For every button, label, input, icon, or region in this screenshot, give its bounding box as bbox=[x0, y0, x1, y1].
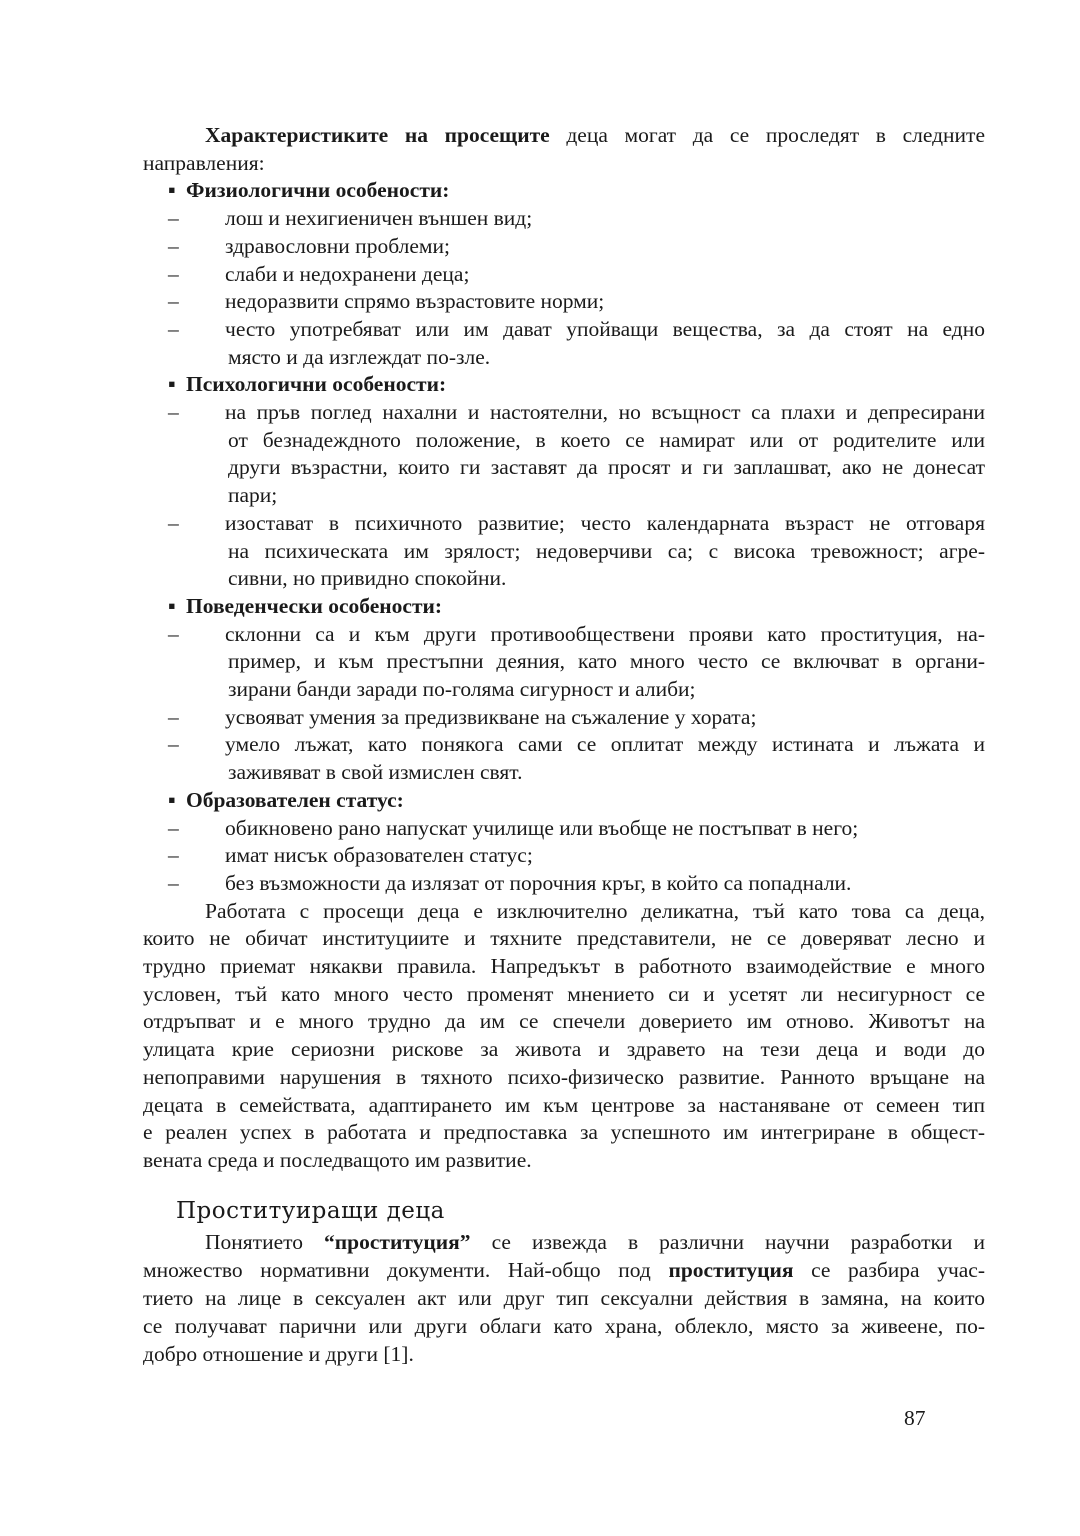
list-item-line bbox=[225, 814, 985, 842]
text: изостават в психичното развитие; често календарната възраст не отговаря bbox=[225, 510, 985, 535]
bold-text: Физиологични особености: bbox=[186, 178, 450, 203]
bullet-icon: ▪ bbox=[168, 178, 176, 203]
subheading bbox=[186, 592, 985, 620]
text: Работата с просещи деца е изключително деликатна, тъй като това са деца, bbox=[205, 898, 985, 923]
bold-text: Образователен статус: bbox=[186, 787, 404, 812]
dash-marker: – bbox=[168, 316, 179, 341]
bold-text: Поведенчески особености: bbox=[186, 593, 443, 618]
bold-text: проституция bbox=[668, 1258, 794, 1282]
paragraph-line bbox=[143, 1063, 985, 1091]
text: тието на лице в сексуален акт или друг тип сексуални действия в замяна, на които bbox=[143, 1286, 985, 1310]
text: множество нормативни документи. Най-общо под bbox=[143, 1258, 669, 1282]
text: усвояват умения за предизвикване на съжаление у хората; bbox=[225, 704, 757, 729]
list-item-line bbox=[228, 426, 985, 454]
paragraph-line bbox=[143, 1284, 985, 1312]
dash-marker: – bbox=[168, 815, 179, 840]
list-item-line bbox=[225, 260, 985, 288]
list-item-line bbox=[225, 204, 985, 232]
text: се извежда в различни научни разработки и bbox=[470, 1230, 985, 1254]
paragraph-line bbox=[205, 121, 985, 149]
list-item-line bbox=[228, 647, 985, 675]
text: направления: bbox=[143, 150, 265, 175]
text: трудно приемат някакви правила. Напредъкът в работното взаимодействие е много bbox=[143, 954, 985, 978]
text: улицата крие сериозни рискове за живота и здравето на тези деца и води до bbox=[143, 1037, 985, 1062]
text: е реален успех в работата и предпоставка за успешното им интегриране в общест- bbox=[143, 1120, 985, 1145]
paragraph-line bbox=[143, 1312, 985, 1340]
bold-text: Характеристиките на просещите bbox=[205, 123, 550, 147]
dash-marker: – bbox=[168, 732, 179, 757]
text: се получават парични или други облаги като храна, облекло, място за живеене, по- bbox=[143, 1314, 985, 1338]
paragraph-line bbox=[205, 897, 985, 925]
text: сивни, но привидно спокойни. bbox=[228, 566, 507, 591]
dash-marker: – bbox=[168, 261, 179, 286]
text: зирани банди заради по-голяма сигурност и алиби; bbox=[228, 677, 696, 701]
list-item-line bbox=[225, 841, 985, 869]
text: се разбира учас- bbox=[793, 1258, 985, 1282]
list-item-line bbox=[228, 675, 985, 703]
text: пример, и към престъпни деяния, като много често се включват в органи- bbox=[228, 649, 985, 674]
subheading bbox=[186, 370, 985, 398]
list-item-line bbox=[225, 287, 985, 315]
dash-marker: – bbox=[168, 510, 179, 535]
dash-marker: – bbox=[168, 400, 179, 424]
paragraph-line bbox=[143, 980, 985, 1008]
paragraph-line bbox=[205, 1228, 985, 1256]
paragraph-line bbox=[143, 149, 985, 177]
subheading bbox=[186, 786, 985, 814]
text: отдръпват и е много трудно да им се спечели доверието им отново. Животът на bbox=[143, 1009, 985, 1034]
list-item-line bbox=[225, 620, 985, 648]
paragraph-line bbox=[143, 1118, 985, 1146]
text: склонни са и към други противообществени прояви като проституция, на- bbox=[225, 621, 985, 646]
bullet-icon: ▪ bbox=[168, 372, 176, 397]
list-item-line bbox=[228, 564, 985, 592]
text: лош и нехигиеничен външен вид; bbox=[225, 206, 533, 231]
paragraph-line bbox=[143, 1091, 985, 1119]
text: често употребяват или им дават упойващи вещества, за да стоят на едно bbox=[225, 316, 985, 341]
paragraph-line bbox=[143, 924, 985, 952]
paragraph-line bbox=[143, 1007, 985, 1035]
bullet-icon: ▪ bbox=[168, 593, 176, 618]
paragraph-line bbox=[143, 1256, 985, 1284]
list-item-line bbox=[228, 758, 985, 786]
bold-text: “проституция” bbox=[324, 1230, 471, 1254]
paragraph-line bbox=[143, 1340, 985, 1368]
text: здравословни проблеми; bbox=[225, 233, 450, 258]
text: децата в семействата, адаптирането им към центрове за настаняване от семеен тип bbox=[143, 1092, 985, 1117]
text: пари; bbox=[228, 483, 278, 508]
text: слаби и недохранени деца; bbox=[225, 261, 470, 286]
list-item-line bbox=[228, 481, 985, 509]
text: обикновено рано напускат училище или въобще не постъпват в него; bbox=[225, 815, 859, 840]
dash-marker: – bbox=[168, 870, 179, 895]
dash-marker: – bbox=[168, 233, 179, 258]
text: вената среда и последващото им развитие. bbox=[143, 1147, 532, 1172]
paragraph-line bbox=[143, 1035, 985, 1063]
dash-marker: – bbox=[168, 621, 179, 646]
list-item-line bbox=[228, 343, 985, 371]
text: други възрастни, които ги заставят да просят и ги заплашват, ако не донесат bbox=[228, 455, 985, 480]
list-item-line bbox=[225, 730, 985, 758]
text: имат нисък образователен статус; bbox=[225, 843, 533, 868]
dash-marker: – bbox=[168, 843, 179, 868]
text: заживяват в свой измислен свят. bbox=[228, 760, 523, 785]
subheading bbox=[186, 176, 985, 204]
text: място и да изглеждат по-зле. bbox=[228, 344, 491, 369]
text: непоправими нарушения в тяхното психо-физическо развитие. Ранното връщане на bbox=[143, 1064, 985, 1089]
list-item-line bbox=[225, 509, 985, 537]
bullet-icon: ▪ bbox=[168, 787, 176, 812]
text: недоразвити спрямо възрастовите норми; bbox=[225, 289, 605, 314]
text: без възможности да излязат от порочния кръг, в който са попаднали. bbox=[225, 870, 852, 895]
text: на пръв поглед нахални и настоятелни, но всъщност са плахи и депресирани bbox=[225, 400, 985, 424]
list-item-line bbox=[225, 869, 985, 897]
text: добро отношение и други [1]. bbox=[143, 1342, 414, 1366]
text: на психическата им зрялост; недоверчиви са; с висока тревожност; агре- bbox=[228, 538, 985, 563]
text: Понятието bbox=[205, 1230, 325, 1254]
text: които не обичат институциите и тяхните представители, не се доверяват лесно и bbox=[143, 926, 985, 951]
dash-marker: – bbox=[168, 206, 179, 231]
dash-marker: – bbox=[168, 704, 179, 729]
dash-marker: – bbox=[168, 289, 179, 314]
bold-text: Психологични особености: bbox=[186, 372, 447, 397]
list-item-line bbox=[225, 315, 985, 343]
text: умело лъжат, като понякога сами се оплитат между истината и лъжата и bbox=[225, 732, 985, 757]
paragraph-line bbox=[143, 1146, 985, 1174]
list-item-line bbox=[225, 398, 985, 426]
text: условен, тъй като много често променят мнението си и усетят ли несигурност се bbox=[143, 981, 985, 1006]
page-number: 87 bbox=[904, 1406, 926, 1430]
text: деца могат да се проследят в следните bbox=[549, 123, 985, 147]
paragraph-line bbox=[143, 952, 985, 980]
section-heading: Проституиращи деца bbox=[176, 1198, 445, 1224]
list-item-line bbox=[228, 453, 985, 481]
text: от безнадеждното положение, в което се намират или от родителите или bbox=[228, 427, 985, 452]
list-item-line bbox=[228, 537, 985, 565]
list-item-line bbox=[225, 703, 985, 731]
list-item-line bbox=[225, 232, 985, 260]
